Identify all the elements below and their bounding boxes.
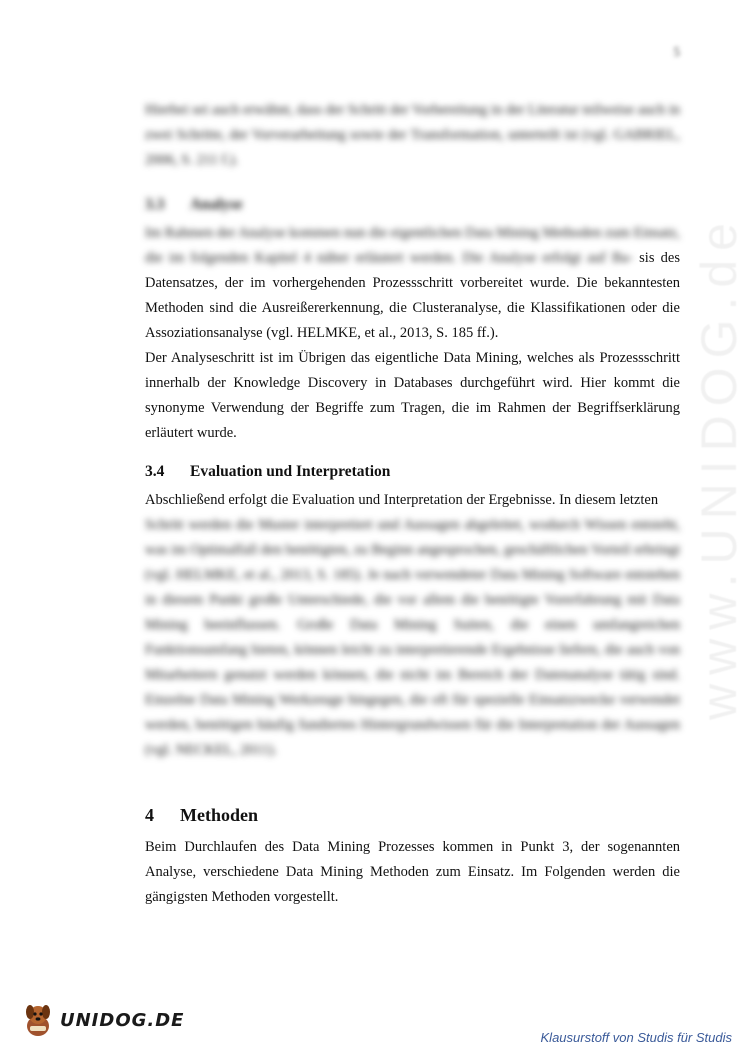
section-number: 3.3 [145,196,165,213]
unidog-logo[interactable] [18,1000,184,1040]
section-title: Methoden [180,805,258,825]
section-title: Evaluation und Interpretation [190,463,391,480]
section-number: 4 [145,805,154,825]
section-4-heading [145,801,680,829]
intro-paragraph: Hierbei sei auch erwähnt, dass der Schritt der Vorbereitung in der Literatur teilweise auch in zwei Schritte, der Vorverarbeitung sowie der Transformation, unterteilt ist (vgl. GABRIEL, 2006, S. 211 f.). [145,102,680,168]
evaluation-paragraph: Schritt werden die Muster interpretiert und Aussagen abgeleitet, wodurch Wissen entsteht, was im Optimalfall den benötigten, zu Beginn angesprochen, geschäftlichen Vorteil erbringt (vgl. HELMKE, et al., 2013, S. 185). Je nach verwendeter Data Mining Software entstehen in diesem Punkt große Unterschiede, die vor allem die benötigte Vorerfahrung mit Data Mining beeinflussen. Große Data Mining Suiten, die einen umfangreichen Funktionsumfang bieten, können leicht zu interpretierende Ergebnisse liefern, die auch von Mitarbeitern genutzt werden können, die nicht im Bereich der Datenanalyse tätig sind. Einzelne Data Mining Werkzeuge hingegen, die oft für spezielle Einsatzzwecke verwendet werden, benötigen häufig fundiertes Hintergrundwissen für die Interpretation der Aussagen (vgl. NECKEL, 2011). [145,517,680,758]
logo-text: UNIDOG.DE [60,1009,185,1031]
page-number: 5 [673,44,680,59]
dog-mascot-icon [18,1000,58,1040]
methoden-paragraph: Beim Durchlaufen des Data Mining Prozesses kommen in Punkt 3, der sogenannten Analyse, verschiedene Data Mining Methoden zum Einsatz. Im Folgenden werden die gängigsten Methoden vorgestellt. [145,839,680,905]
analyse-paragraph-2: Der Analyseschritt ist im Übrigen das eigentliche Data Mining, welches als Prozessschritt innerhalb der Knowledge Discovery in Databases durchgeführt wird. Hier kommt die synonyme Verwendung der Begriffe zum Tragen, die im Rahmen der Begriffserklärung erläutert wurde. [145,350,680,441]
section-3-4-heading [145,460,680,484]
section-title: Analyse [190,196,243,213]
section-3-3-heading [145,193,680,217]
footer-tagline: Klausurstoff von Studis für Studis [540,1030,732,1045]
analyse-paragraph-1 [145,221,680,346]
document-body [145,98,680,910]
section-number: 3.4 [145,463,165,480]
visible-text: sis des Datensatzes, der im vorhergehenden Prozessschritt vorbereitet wurde. Die bekanntesten Methoden sind die Ausreißererkennung, die Clusteranalyse, die Klassifikationen oder die Assoziationsanalyse (vgl. HELMKE, et al., 2013, S. 185 ff.). [145,250,681,341]
watermark: www.UNIDOG.de [691,214,747,720]
blurred-text: Im Rahmen der Analyse kommen nun die eigentlichen Data Mining Methoden zum Einsatz, die im folgenden Kapitel 4 näher erläutert werden. Die Analyse erfolgt auf Ba- [145,225,680,266]
evaluation-first-line: Abschließend erfolgt die Evaluation und Interpretation der Ergebnisse. In diesem letzten [145,492,659,508]
